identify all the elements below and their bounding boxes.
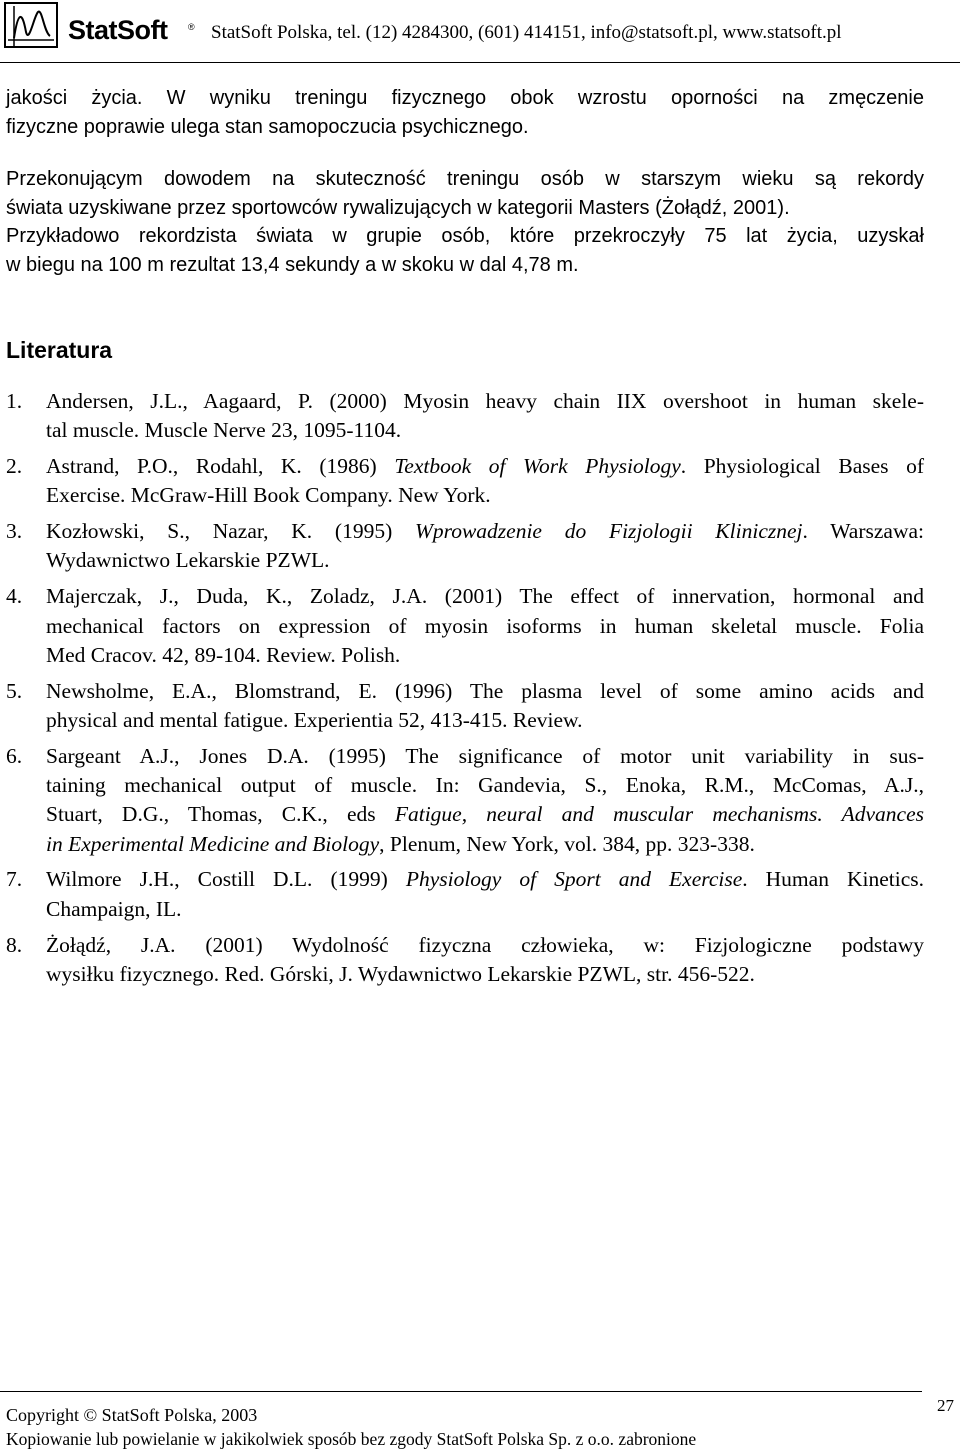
reference-title: Fatigue, neural and muscular mechanisms. Advances — [394, 802, 924, 827]
reference-item — [6, 387, 924, 446]
reference-text: Wydawnictwo Lekarskie PZWL. — [46, 548, 330, 573]
reference-text: Stuart, D.G., Thomas, C.K., eds — [46, 802, 395, 827]
reference-line — [46, 865, 924, 894]
reference-item — [6, 865, 924, 924]
reference-text: physical and mental fatigue. Experientia 52, 413-415. Review. — [46, 707, 583, 732]
reference-text: Champaign, IL. — [46, 896, 182, 921]
reference-line — [46, 706, 924, 735]
reference-number: 7. — [6, 867, 23, 892]
paragraph-line: w biegu na 100 m rezultat 13,4 sekundy a w skoku w dal 4,78 m. — [6, 253, 579, 276]
reference-text: Wilmore J.H., Costill D.L. (1999) — [46, 867, 406, 892]
reference-text: Majerczak, J., Duda, K., Zoladz, J.A. (2001) The effect of innervation, hormonal and — [46, 584, 924, 609]
reference-line — [46, 416, 924, 445]
reference-line — [46, 830, 924, 859]
reference-number: 4. — [6, 584, 23, 609]
reference-text: Newsholme, E.A., Blomstrand, E. (1996) The plasma level of some amino acids and — [46, 678, 924, 703]
paragraph-2 — [6, 165, 924, 279]
paragraph-1 — [6, 84, 924, 141]
reference-line — [46, 895, 924, 924]
reference-line — [46, 546, 924, 575]
reference-text: . Physiological Bases of — [680, 454, 925, 479]
reference-text: wysiłku fizycznego. Red. Górski, J. Wydawnictwo Lekarskie PZWL, str. 456-522. — [46, 961, 755, 986]
paragraph-line: jakości życia. W wyniku treningu fizycznego obok wzrostu oporności na zmęczenie — [6, 87, 924, 109]
reference-text: , Plenum, New York, vol. 384, pp. 323-338. — [379, 831, 755, 856]
reference-item — [6, 677, 924, 736]
reference-item — [6, 931, 924, 990]
header-divider — [0, 62, 960, 63]
registered-mark: ® — [188, 22, 195, 32]
reference-number: 1. — [6, 389, 23, 413]
footer-divider — [0, 1391, 922, 1392]
reference-line — [46, 800, 924, 829]
page-header — [0, 0, 960, 60]
page-number: 27 — [937, 1396, 954, 1415]
reference-item — [6, 742, 924, 859]
reference-title: Physiology of Sport and Exercise — [405, 867, 743, 892]
reference-line — [46, 960, 924, 989]
section-heading-literature: Literatura — [6, 337, 113, 363]
copy-notice: Kopiowanie lub powielanie w jakikolwiek sposób bez zgody StatSoft Polska Sp. z o.o. zabronione — [6, 1429, 697, 1449]
reference-line — [46, 452, 924, 481]
reference-text: taining mechanical output of muscle. In: Gandevia, S., Enoka, R.M., McComas, A.J., — [46, 773, 924, 798]
reference-text: Kozłowski, S., Nazar, K. (1995) — [46, 519, 415, 544]
reference-list — [6, 387, 924, 996]
reference-text: Astrand, P.O., Rodahl, K. (1986) — [46, 454, 395, 479]
reference-item — [6, 452, 924, 511]
reference-number: 6. — [6, 743, 23, 768]
reference-text: . Human Kinetics. — [742, 867, 925, 892]
reference-line — [46, 481, 924, 510]
reference-text: . Warszawa: — [802, 519, 924, 544]
reference-text: Andersen, J.L., Aagaard, P. (2000) Myosin heavy chain IIX overshoot in human skele- — [46, 389, 924, 413]
reference-text: mechanical factors on expression of myosin isoforms in human skeletal muscle. Folia — [46, 613, 924, 638]
reference-text: Żołądź, J.A. (2001) Wydolność fizyczna człowieka, w: Fizjologiczne podstawy — [46, 932, 924, 957]
copyright-text: Copyright © StatSoft Polska, 2003 — [6, 1405, 258, 1425]
statsoft-logo — [4, 2, 195, 52]
reference-title: Wprowadzenie do Fizjologii Klinicznej — [414, 519, 803, 544]
header-contact: StatSoft Polska, tel. (12) 4284300, (601) 414151, info@statsoft.pl, www.statsoft.pl — [211, 22, 842, 43]
statsoft-logo-icon — [4, 2, 64, 50]
reference-line — [46, 771, 924, 800]
reference-number: 3. — [6, 519, 23, 544]
reference-item — [6, 582, 924, 670]
reference-text: tal muscle. Muscle Nerve 23, 1095-1104. — [46, 418, 402, 443]
paragraph-line: Przykładowo rekordzista świata w grupie osób, które przekroczyły 75 lat życia, uzyskał — [6, 225, 924, 248]
paragraph-line: fizyczne poprawie ulega stan samopoczucia psychicznego. — [6, 115, 529, 138]
paragraph-line: świata uzyskiwane przez sportowców rywalizujących w kategorii Masters (Żołądź, 2001). — [6, 196, 790, 219]
reference-title: in Experimental Medicine and Biology — [46, 831, 380, 856]
reference-number: 8. — [6, 932, 23, 957]
reference-text: Sargeant A.J., Jones D.A. (1995) The significance of motor unit variability in sus- — [46, 743, 924, 768]
logo-wordmark: StatSoft — [68, 15, 168, 45]
reference-item — [6, 517, 924, 576]
reference-line — [46, 677, 924, 706]
reference-line — [46, 641, 924, 670]
reference-number: 2. — [6, 454, 23, 479]
reference-line — [46, 931, 924, 960]
reference-text: Exercise. McGraw-Hill Book Company. New York. — [46, 483, 491, 508]
paragraph-line: Przekonującym dowodem na skuteczność treningu osób w starszym wieku są rekordy — [6, 168, 924, 190]
reference-line — [46, 742, 924, 771]
reference-title: Textbook of Work Physiology — [394, 454, 681, 479]
reference-number: 5. — [6, 678, 23, 703]
reference-line — [46, 582, 924, 611]
reference-line — [46, 612, 924, 641]
reference-text: Med Cracov. 42, 89-104. Review. Polish. — [46, 642, 401, 667]
reference-line — [46, 517, 924, 546]
reference-line — [46, 387, 924, 416]
